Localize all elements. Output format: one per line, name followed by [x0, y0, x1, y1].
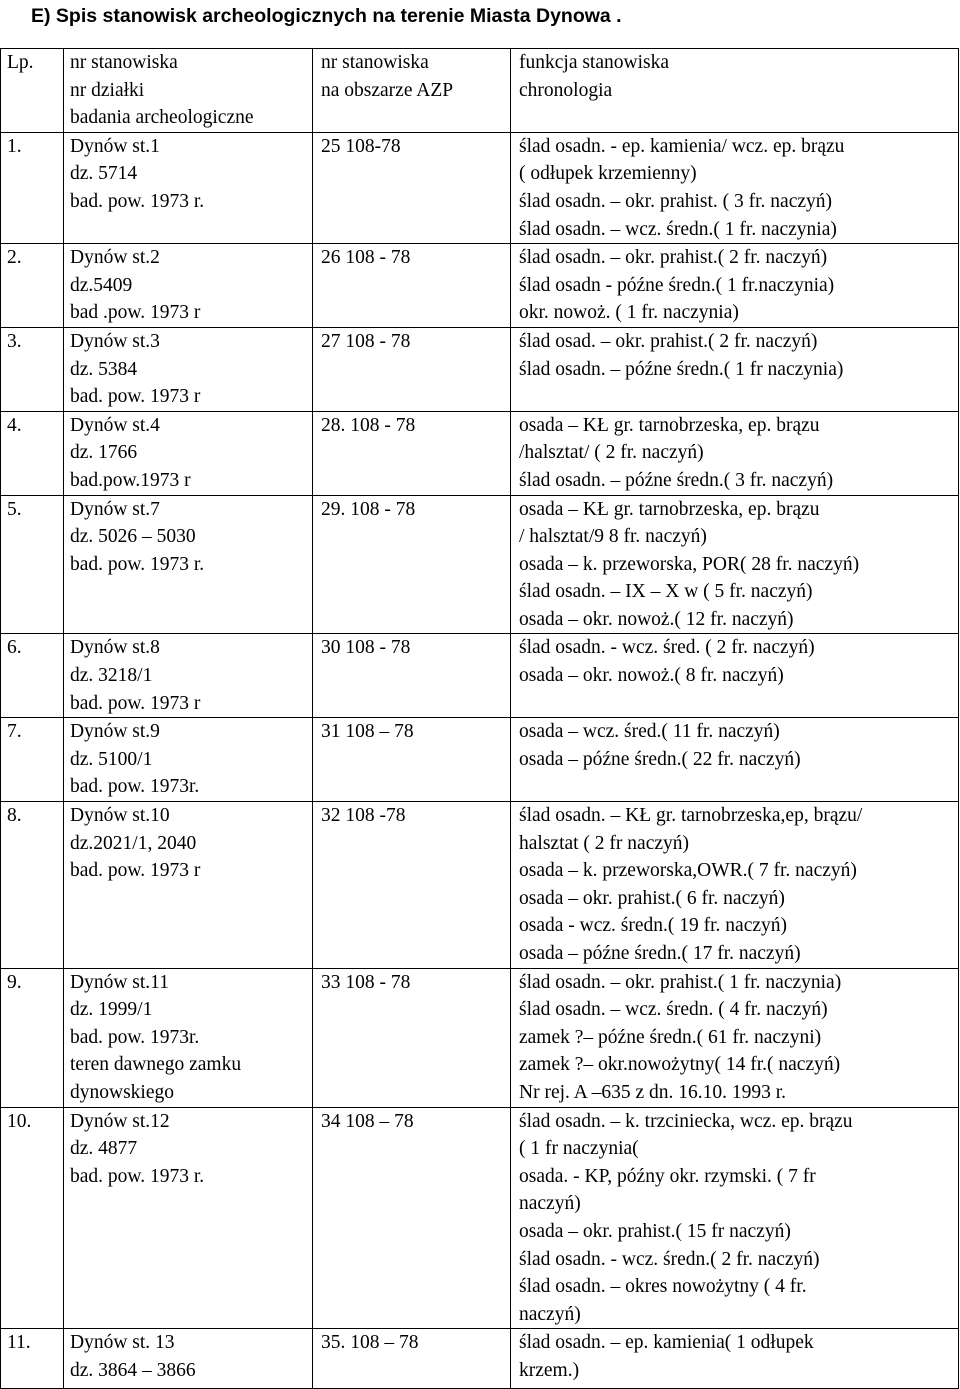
cell-function	[511, 327, 959, 411]
cell-function	[511, 132, 959, 243]
cell-function-line: osada – KŁ gr. tarnobrzeska, ep. brązu	[519, 498, 820, 520]
table-row	[1, 132, 959, 243]
cell-function-line: ślad osadn. – okres nowożytny ( 4 fr.	[519, 1276, 807, 1298]
cell-lp-line: 3.	[7, 330, 22, 352]
cell-azp	[313, 411, 511, 495]
table-row	[1, 244, 959, 328]
cell-function-line: ślad osad. – okr. prahist.( 2 fr. naczyń)	[519, 330, 818, 352]
cell-site	[64, 1329, 313, 1389]
cell-azp	[313, 802, 511, 969]
cell-site-line: dz. 1766	[70, 442, 138, 464]
cell-lp-line: 7.	[7, 721, 22, 743]
cell-site	[64, 244, 313, 328]
header-azp-line: na obszarze AZP	[321, 79, 454, 101]
cell-site-line: bad. pow. 1973 r.	[70, 553, 205, 575]
cell-azp	[313, 1107, 511, 1329]
cell-function	[511, 968, 959, 1107]
header-function-line: funkcja stanowiska	[519, 52, 670, 73]
cell-function-line: ślad osadn. – okr. prahist.( 1 fr. naczynia)	[519, 971, 842, 993]
cell-site-line: dz.5409	[70, 274, 133, 296]
cell-function-line: ślad osadn. – IX – X w ( 5 fr. naczyń)	[519, 581, 813, 603]
cell-site	[64, 968, 313, 1107]
cell-function-line: / halsztat/9 8 fr. naczyń)	[519, 526, 707, 548]
cell-lp	[1, 634, 64, 718]
table-row	[1, 411, 959, 495]
cell-lp-line: 6.	[7, 637, 22, 659]
cell-function-line: naczyń)	[519, 1193, 581, 1215]
table-row	[1, 327, 959, 411]
cell-lp	[1, 495, 64, 634]
cell-function-line: osada – późne średn.( 17 fr. naczyń)	[519, 943, 801, 964]
cell-site-line: bad. pow. 1973 r.	[70, 1165, 205, 1187]
cell-site-line: bad .pow. 1973 r	[70, 302, 201, 324]
cell-site-line: dz. 4877	[70, 1138, 138, 1160]
table-row	[1, 802, 959, 969]
cell-function-line: /halsztat/ ( 2 fr. naczyń)	[519, 442, 704, 464]
cell-site-line: bad. pow. 1973 r	[70, 386, 201, 408]
cell-azp-line: 25 108-78	[321, 135, 401, 157]
cell-azp	[313, 244, 511, 328]
cell-lp	[1, 327, 64, 411]
cell-lp-line: 10.	[7, 1110, 32, 1132]
table-row	[1, 718, 959, 802]
cell-lp-line: 9.	[7, 971, 22, 993]
cell-function-line: ( 1 fr naczynia(	[519, 1138, 639, 1160]
cell-function-line: halsztat ( 2 fr naczyń)	[519, 832, 689, 854]
table-row	[1, 1107, 959, 1329]
cell-site-line: bad. pow. 1973 r	[70, 860, 201, 882]
header-site	[64, 49, 313, 133]
cell-function-line: ślad osadn. – KŁ gr. tarnobrzeska,ep, brązu/	[519, 805, 863, 827]
table-row	[1, 968, 959, 1107]
table-row	[1, 495, 959, 634]
cell-lp	[1, 968, 64, 1107]
cell-function-line: ( odłupek krzemienny)	[519, 163, 697, 185]
cell-function-line: ślad osadn. - wcz. średn.( 2 fr. naczyń)	[519, 1248, 820, 1270]
cell-function	[511, 634, 959, 718]
cell-function	[511, 244, 959, 328]
cell-function	[511, 1107, 959, 1329]
cell-azp-line: 26 108 - 78	[321, 247, 411, 269]
cell-site-line: Dynów st.12	[70, 1110, 170, 1132]
cell-azp	[313, 718, 511, 802]
cell-function-line: osada - wcz. średn.( 19 fr. naczyń)	[519, 915, 788, 937]
header-azp	[313, 49, 511, 133]
cell-function-line: ślad osadn. – ep. kamienia( 1 odłupek	[519, 1332, 814, 1354]
cell-azp	[313, 132, 511, 243]
cell-function-line: ślad osadn. – wcz. średn. ( 4 fr. naczyń)	[519, 999, 828, 1021]
cell-function-line: ślad osadn. – okr. prahist. ( 3 fr. naczyń)	[519, 190, 833, 212]
table-row	[1, 634, 959, 718]
cell-lp-line: 5.	[7, 498, 22, 520]
cell-site-line: Dynów st.9	[70, 721, 160, 743]
cell-site	[64, 1107, 313, 1329]
cell-function	[511, 495, 959, 634]
cell-function-line: Nr rej. A –635 z dn. 16.10. 1993 r.	[519, 1081, 787, 1103]
cell-function-line: ślad osadn. – późne średn.( 1 fr naczynia)	[519, 358, 844, 380]
cell-lp	[1, 718, 64, 802]
cell-lp	[1, 802, 64, 969]
table-row	[1, 1329, 959, 1389]
cell-site-line: Dynów st.7	[70, 498, 160, 520]
cell-lp	[1, 132, 64, 243]
cell-function-line: ślad osadn. – wcz. średn.( 1 fr. naczynia)	[519, 218, 837, 240]
cell-function-line: osada – KŁ gr. tarnobrzeska, ep. brązu	[519, 414, 820, 436]
cell-function-line: ślad osadn. – późne średn.( 3 fr. naczyń)	[519, 469, 834, 491]
cell-azp-line: 34 108 – 78	[321, 1110, 414, 1132]
cell-lp	[1, 244, 64, 328]
cell-function-line: ślad osadn. – okr. prahist.( 2 fr. naczyń)	[519, 247, 828, 269]
cell-site-line: Dynów st.8	[70, 637, 160, 659]
cell-site	[64, 718, 313, 802]
cell-function-line: osada – okr. prahist.( 6 fr. naczyń)	[519, 887, 785, 909]
cell-site	[64, 802, 313, 969]
cell-function-line: osada – okr. nowoż.( 12 fr. naczyń)	[519, 608, 794, 630]
document-title: E) Spis stanowisk archeologicznych na terenie Miasta Dynowa .	[31, 5, 622, 27]
cell-site-line: Dynów st.11	[70, 971, 169, 993]
cell-site-line: Dynów st.1	[70, 135, 160, 157]
cell-azp	[313, 495, 511, 634]
header-azp-line: nr stanowiska	[321, 52, 429, 73]
cell-site	[64, 132, 313, 243]
cell-function-line: zamek ?– późne średn.( 61 fr. naczyni)	[519, 1026, 822, 1048]
cell-azp-line: 33 108 - 78	[321, 971, 411, 993]
cell-azp-line: 35. 108 – 78	[321, 1332, 419, 1354]
cell-function-line: ślad osadn. - wcz. śred. ( 2 fr. naczyń)	[519, 637, 815, 659]
cell-function	[511, 718, 959, 802]
header-site-line: nr działki	[70, 79, 145, 101]
header-site-line: nr stanowiska	[70, 52, 178, 73]
cell-site-line: Dynów st. 13	[70, 1332, 175, 1354]
cell-site-line: Dynów st.10	[70, 805, 170, 827]
cell-function-line: osada – okr. prahist.( 15 fr naczyń)	[519, 1220, 791, 1242]
cell-site-line: dz. 3218/1	[70, 665, 153, 687]
cell-site	[64, 495, 313, 634]
cell-function-line: krzem.)	[519, 1359, 580, 1381]
cell-site-line: Dynów st.4	[70, 414, 160, 436]
cell-azp	[313, 1329, 511, 1389]
cell-function-line: ślad osadn. – k. trzciniecka, wcz. ep. brązu	[519, 1110, 853, 1132]
cell-lp	[1, 1107, 64, 1329]
header-function-line: chronologia	[519, 79, 613, 101]
cell-site-line: dynowskiego	[70, 1081, 174, 1103]
cell-function-line: naczyń)	[519, 1303, 581, 1325]
sites-table	[0, 48, 959, 1389]
cell-site-line: dz.2021/1, 2040	[70, 832, 197, 854]
cell-site-line: dz. 5100/1	[70, 748, 153, 770]
cell-lp-line: 4.	[7, 414, 22, 436]
cell-site-line: Dynów st.3	[70, 330, 160, 352]
cell-function-line: osada – k. przeworska, POR( 28 fr. naczyń)	[519, 553, 860, 575]
cell-function-line: osada. - KP, późny okr. rzymski. ( 7 fr	[519, 1165, 816, 1187]
cell-site-line: dz. 3864 – 3866	[70, 1359, 196, 1381]
cell-site-line: bad. pow. 1973 r.	[70, 190, 205, 212]
cell-function-line: zamek ?– okr.nowożytny( 14 fr.( naczyń)	[519, 1054, 841, 1076]
cell-lp-line: 2.	[7, 247, 22, 269]
cell-lp-line: 11.	[7, 1332, 31, 1354]
header-function	[511, 49, 959, 133]
cell-site-line: bad. pow. 1973r.	[70, 1026, 200, 1048]
cell-function	[511, 1329, 959, 1389]
cell-site-line: dz. 1999/1	[70, 999, 153, 1021]
cell-azp-line: 32 108 -78	[321, 805, 406, 827]
table-header-row	[1, 49, 959, 133]
cell-azp-line: 31 108 – 78	[321, 721, 414, 743]
cell-lp-line: 1.	[7, 135, 22, 157]
cell-site-line: dz. 5714	[70, 163, 138, 185]
cell-function-line: osada – późne średn.( 22 fr. naczyń)	[519, 748, 801, 770]
cell-lp	[1, 411, 64, 495]
header-site-line: badania archeologiczne	[70, 107, 254, 129]
cell-function-line: osada – k. przeworska,OWR.( 7 fr. naczyń)	[519, 860, 857, 882]
cell-function	[511, 802, 959, 969]
cell-function	[511, 411, 959, 495]
cell-function-line: okr. nowoż. ( 1 fr. naczynia)	[519, 302, 739, 324]
cell-azp-line: 30 108 - 78	[321, 637, 411, 659]
cell-azp-line: 28. 108 - 78	[321, 414, 416, 436]
cell-site-line: dz. 5384	[70, 358, 138, 380]
header-lp	[1, 49, 64, 133]
cell-site	[64, 327, 313, 411]
cell-azp	[313, 634, 511, 718]
cell-site-line: bad.pow.1973 r	[70, 469, 191, 491]
cell-lp	[1, 1329, 64, 1389]
cell-function-line: osada – wcz. śred.( 11 fr. naczyń)	[519, 721, 780, 743]
cell-lp-line: 8.	[7, 805, 22, 827]
cell-function-line: ślad osadn. - ep. kamienia/ wcz. ep. brązu	[519, 135, 845, 157]
cell-azp-line: 29. 108 - 78	[321, 498, 416, 520]
cell-azp-line: 27 108 - 78	[321, 330, 411, 352]
cell-site-line: bad. pow. 1973r.	[70, 776, 200, 798]
header-lp-text: Lp.	[7, 52, 34, 73]
cell-azp	[313, 327, 511, 411]
cell-site-line: Dynów st.2	[70, 247, 160, 269]
cell-function-line: osada – okr. nowoż.( 8 fr. naczyń)	[519, 665, 784, 687]
cell-site	[64, 634, 313, 718]
cell-site	[64, 411, 313, 495]
cell-azp	[313, 968, 511, 1107]
cell-site-line: bad. pow. 1973 r	[70, 692, 201, 714]
cell-site-line: dz. 5026 – 5030	[70, 526, 196, 548]
cell-site-line: teren dawnego zamku	[70, 1054, 242, 1076]
cell-function-line: ślad osadn - późne średn.( 1 fr.naczynia)	[519, 274, 835, 296]
